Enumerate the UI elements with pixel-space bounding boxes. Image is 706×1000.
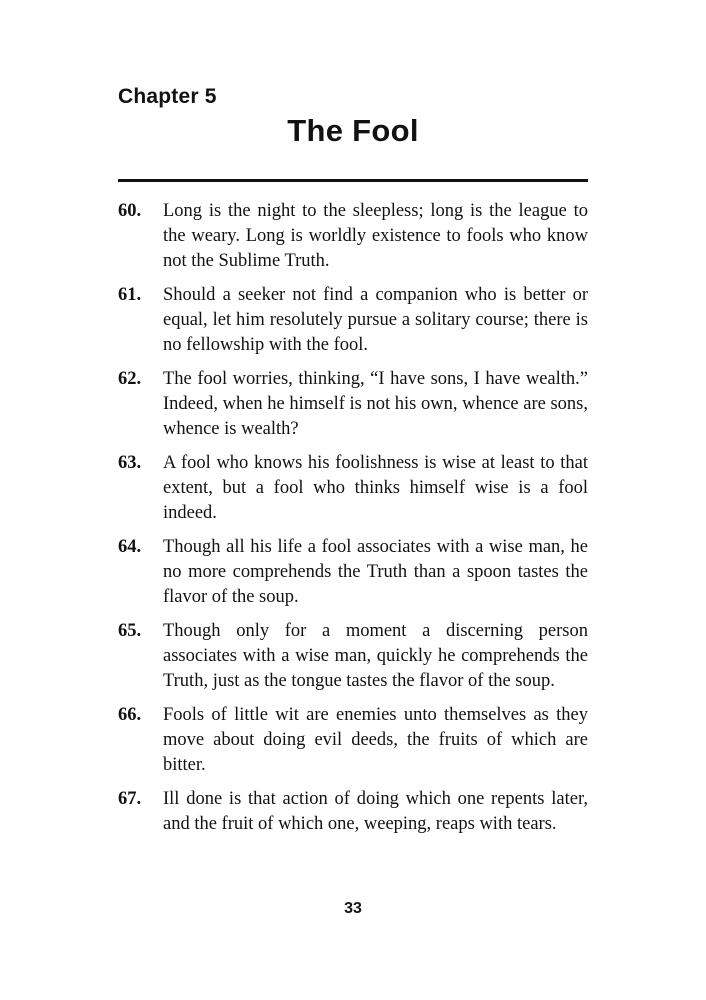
verse-number: 65.: [118, 621, 142, 641]
verse-number: 60.: [118, 201, 142, 221]
verse-number: 61.: [118, 285, 142, 305]
verse-text: Ill done is that action of doing which one repents later, and the fruit of which one, weeping, reaps with tears.: [163, 789, 588, 834]
verse-text: Though only for a moment a discerning person associates with a wise man, quickly he comprehends the Truth, just as the tongue tastes the flavor of the soup.: [163, 621, 588, 691]
chapter-label: Chapter 5: [118, 85, 217, 108]
verse-item-67: [118, 787, 588, 837]
verse-list: [118, 199, 588, 837]
verse-number: 66.: [118, 705, 142, 725]
verse-item-62: [118, 367, 588, 442]
verse-item-66: [118, 703, 588, 778]
verse-item-65: [118, 619, 588, 694]
verse-item-61: [118, 283, 588, 358]
verse-item-60: [118, 199, 588, 274]
verse-text: A fool who knows his foolishness is wise at least to that extent, but a fool who thinks himself wise is a fool indeed.: [163, 453, 588, 523]
verse-item-63: [118, 451, 588, 526]
verse-text: Though all his life a fool associates with a wise man, he no more comprehends the Truth than a spoon tastes the flavor of the soup.: [163, 537, 588, 607]
verse-item-64: [118, 535, 588, 610]
verse-text: Fools of little wit are enemies unto themselves as they move about doing evil deeds, the fruits of which are bitter.: [163, 705, 588, 775]
page-content: [118, 0, 588, 846]
title-divider-rule: [118, 179, 588, 182]
chapter-title: The Fool: [287, 113, 419, 148]
verse-text: Should a seeker not find a companion who is better or equal, let him resolutely pursue a solitary course; there is no fellowship with the fool.: [163, 285, 588, 355]
verse-number: 62.: [118, 369, 142, 389]
verse-text: The fool worries, thinking, “I have sons, I have wealth.” Indeed, when he himself is not his own, whence are sons, whence is wealth?: [163, 369, 588, 439]
verse-text: Long is the night to the sleepless; long is the league to the weary. Long is worldly existence to fools who know not the Sublime Truth.: [163, 201, 588, 271]
verse-number: 63.: [118, 453, 142, 473]
verse-number: 64.: [118, 537, 142, 557]
page-number: 33: [344, 900, 362, 917]
verse-number: 67.: [118, 789, 142, 809]
